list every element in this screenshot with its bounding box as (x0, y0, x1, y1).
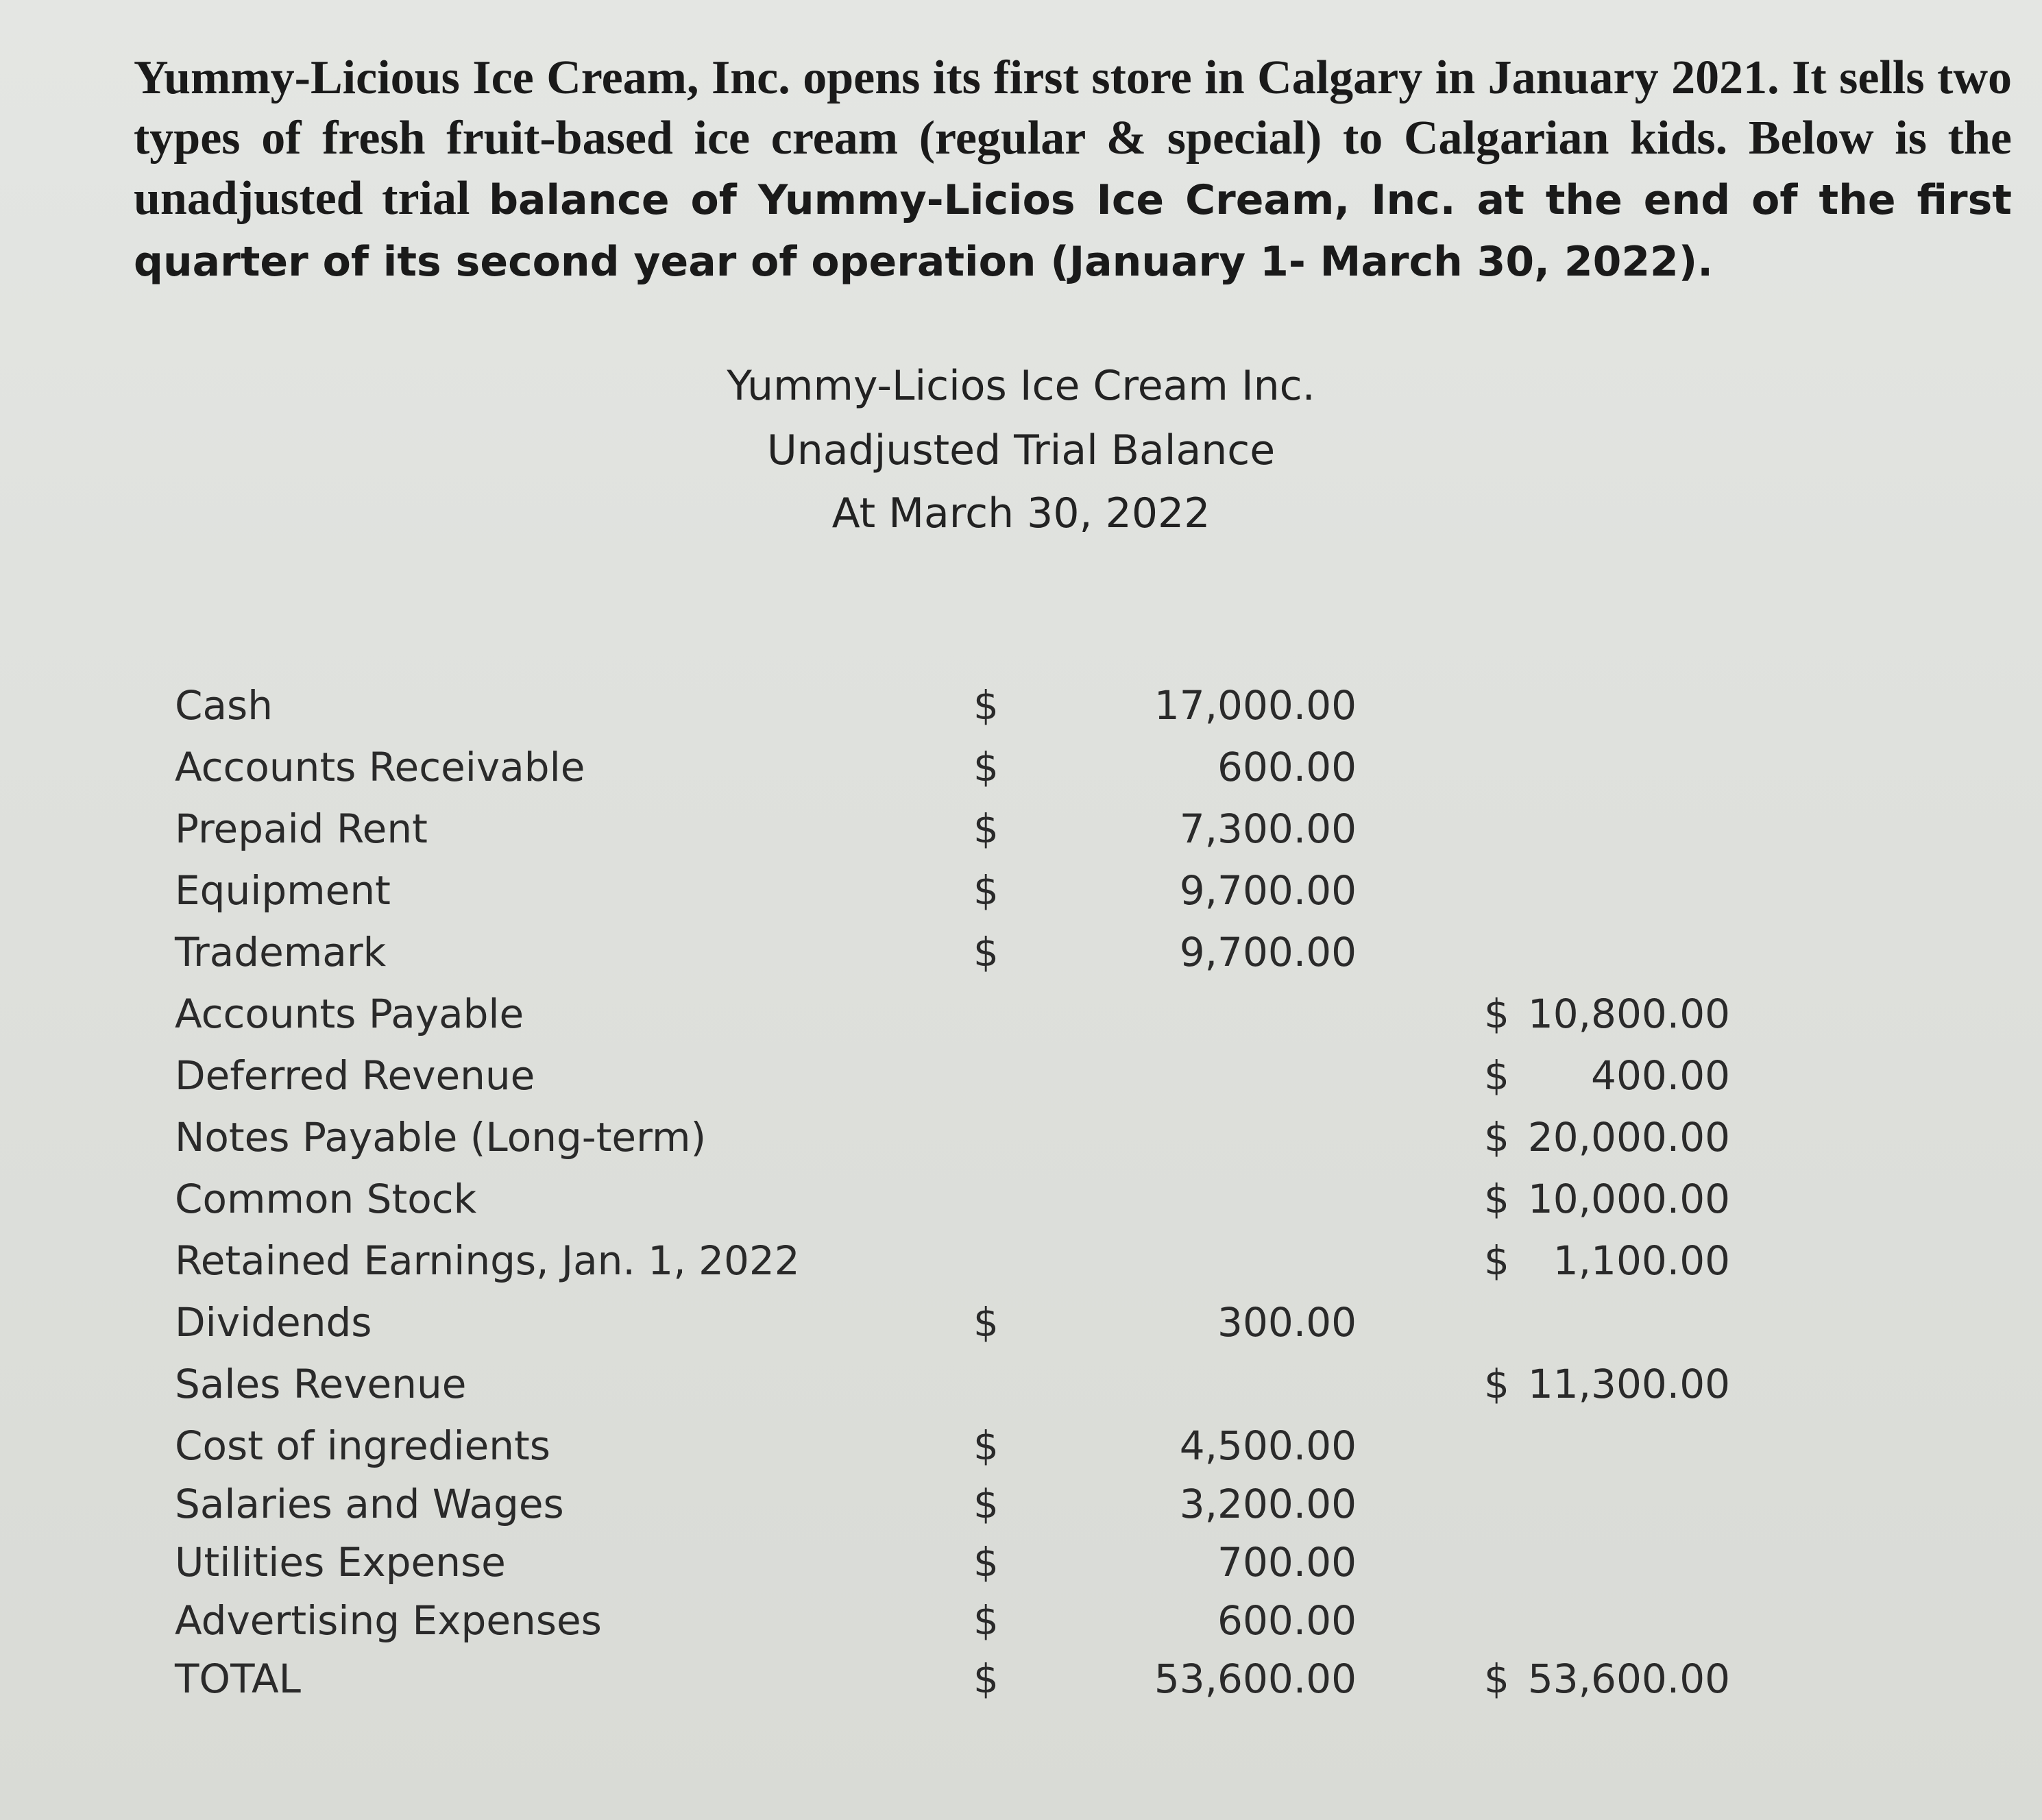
credit-amount: 10,000.00 (1527, 1176, 1730, 1222)
intro-line-2: balance of Yummy-Licios Ice Cream, Inc. at the end of the first quarter of its second year of operation (January 1- March 30, 2022). (134, 176, 2012, 286)
total-row (0, 1655, 2042, 1716)
debit-amount: 600.00 (1217, 1597, 1357, 1644)
account-name: Prepaid Rent (175, 805, 428, 852)
debit-amount: 300.00 (1217, 1299, 1357, 1346)
table-row (0, 1597, 2042, 1658)
intro-paragraph (134, 48, 2012, 292)
account-name: Retained Earnings, Jan. 1, 2022 (175, 1237, 800, 1284)
credit-currency: $ (1484, 1176, 1509, 1222)
account-name: Deferred Revenue (175, 1052, 535, 1099)
table-row (0, 1299, 2042, 1359)
account-name: Notes Payable (Long-term) (175, 1114, 707, 1161)
total-label: TOTAL (175, 1655, 301, 1702)
account-name: Dividends (175, 1299, 372, 1346)
credit-amount: 11,300.00 (1527, 1361, 1730, 1407)
table-row (0, 1361, 2042, 1421)
credit-currency: $ (1484, 1237, 1509, 1284)
table-row (0, 744, 2042, 804)
debit-amount: 7,300.00 (1179, 805, 1357, 852)
debit-currency: $ (973, 867, 999, 914)
table-row (0, 991, 2042, 1051)
table-row (0, 867, 2042, 927)
company-name: Yummy-Licios Ice Cream Inc. (727, 362, 1315, 410)
debit-currency: $ (973, 682, 999, 729)
table-row (0, 1539, 2042, 1599)
table-row (0, 929, 2042, 989)
table-row (0, 1176, 2042, 1236)
table-row (0, 682, 2042, 742)
debit-currency: $ (973, 805, 999, 852)
debit-currency: $ (973, 1655, 999, 1702)
report-date: At March 30, 2022 (831, 489, 1211, 537)
table-row (0, 1052, 2042, 1113)
debit-currency: $ (973, 1299, 999, 1346)
account-name: Sales Revenue (175, 1361, 467, 1407)
credit-currency: $ (1484, 1655, 1509, 1702)
table-row (0, 1237, 2042, 1298)
table-row (0, 1481, 2042, 1541)
credit-currency: $ (1484, 1114, 1509, 1161)
account-name: Common Stock (175, 1176, 477, 1222)
credit-amount: 20,000.00 (1527, 1114, 1730, 1161)
account-name: Advertising Expenses (175, 1597, 602, 1644)
account-name: Trademark (175, 929, 387, 975)
credit-total: 53,600.00 (1527, 1655, 1730, 1702)
debit-currency: $ (973, 1597, 999, 1644)
intro-line-1: Yummy-Licious Ice Cream, Inc. opens its first store in Calgary in January 2021. It sells two types of fresh fruit-based ice cream (regular & special) to Calgarian kids. Below is the unadjusted trial (134, 51, 2012, 225)
table-row (0, 805, 2042, 866)
credit-currency: $ (1484, 1361, 1509, 1407)
account-name: Equipment (175, 867, 391, 914)
debit-currency: $ (973, 1481, 999, 1527)
credit-currency: $ (1484, 1052, 1509, 1099)
credit-amount: 1,100.00 (1553, 1237, 1730, 1284)
debit-amount: 9,700.00 (1179, 929, 1357, 975)
table-row (0, 1114, 2042, 1174)
credit-amount: 400.00 (1591, 1052, 1730, 1099)
debit-currency: $ (973, 1539, 999, 1586)
account-name: Salaries and Wages (175, 1481, 564, 1527)
account-name: Utilities Expense (175, 1539, 506, 1586)
credit-currency: $ (1484, 991, 1509, 1037)
account-name: Cost of ingredients (175, 1422, 550, 1469)
account-name: Cash (175, 682, 274, 729)
account-name: Accounts Receivable (175, 744, 585, 790)
debit-amount: 700.00 (1217, 1539, 1357, 1586)
table-row (0, 1422, 2042, 1483)
account-name: Accounts Payable (175, 991, 524, 1037)
debit-amount: 9,700.00 (1179, 867, 1357, 914)
debit-currency: $ (973, 929, 999, 975)
debit-amount: 600.00 (1217, 744, 1357, 790)
debit-total: 53,600.00 (1154, 1655, 1357, 1702)
debit-currency: $ (973, 744, 999, 790)
credit-amount: 10,800.00 (1527, 991, 1730, 1037)
debit-amount: 17,000.00 (1154, 682, 1357, 729)
debit-amount: 4,500.00 (1179, 1422, 1357, 1469)
debit-amount: 3,200.00 (1179, 1481, 1357, 1527)
report-title: Unadjusted Trial Balance (766, 426, 1276, 474)
debit-currency: $ (973, 1422, 999, 1469)
